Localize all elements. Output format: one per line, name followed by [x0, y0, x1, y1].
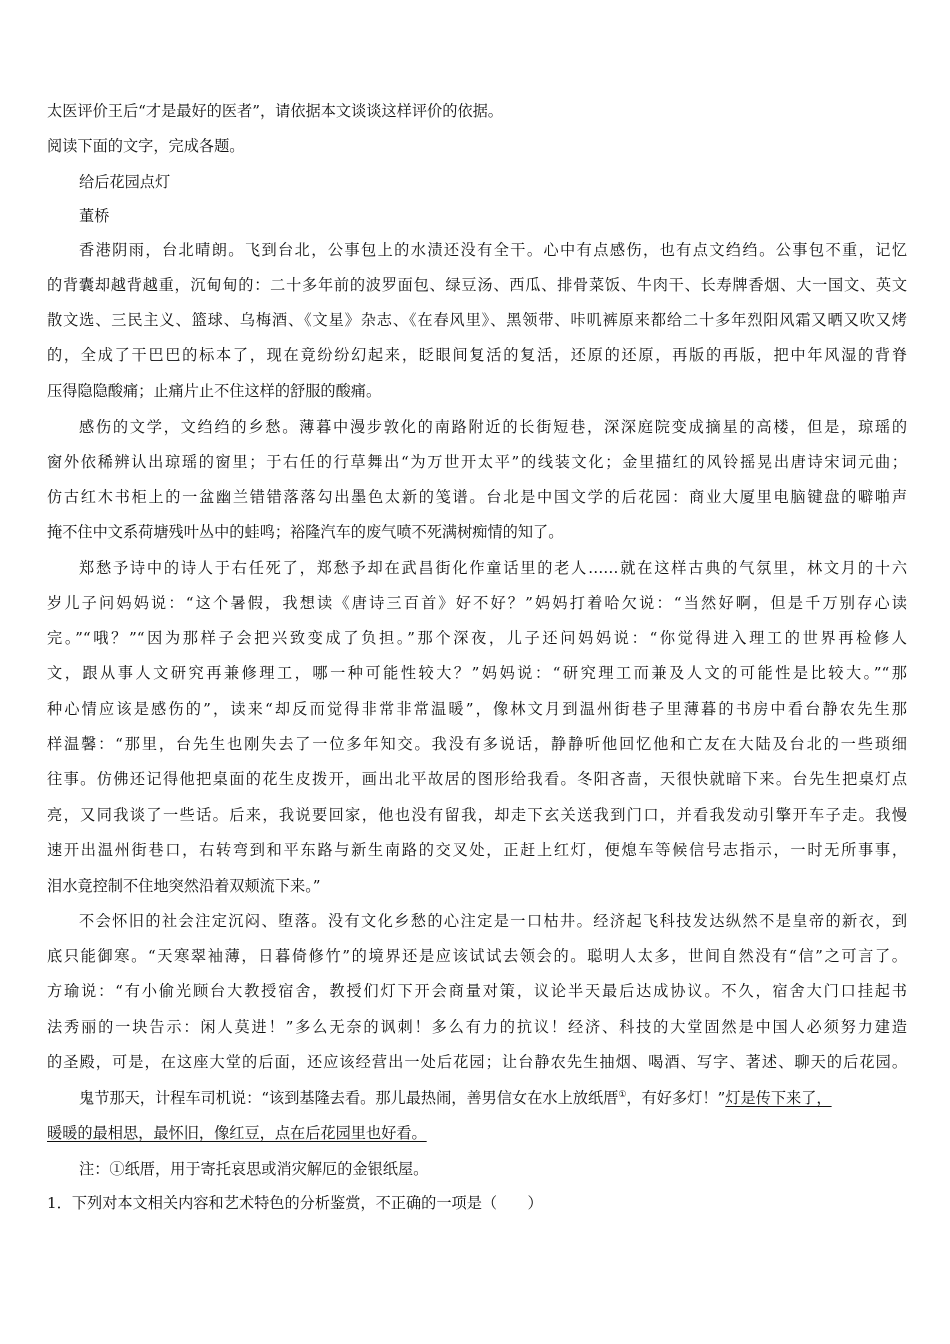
article-line: 往事。仿佛还记得他把桌面的花生皮拨开，画出北平故居的图形给我看。冬阳吝啬，天很快就暗下来。台先生把桌灯点 — [47, 770, 907, 788]
article-line: 文，跟从事人文研究再兼修理工，哪一种可能性较大？”妈妈说：“研究理工而兼及人文的可能性是比较大。”“那 — [47, 664, 907, 682]
article-line: 郑愁予诗中的诗人于右任死了，郑愁予却在武昌街化作童话里的老人……就在这样古典的气氛里，林文月的十六 — [79, 559, 907, 577]
article-line: 方瑜说：“有小偷光顾台大教授宿舍，教授们灯下开会商量对策，议论半天最后达成协议。不久，宿舍大门口挂起书 — [47, 982, 907, 1000]
reading-instruction: 阅读下面的文字，完成各题。 — [47, 137, 245, 155]
question-1: 1．下列对本文相关内容和艺术特色的分析鉴赏，不正确的一项是（ ） — [47, 1194, 543, 1212]
article-line: 仿古红木书柜上的一盆幽兰错错落落勾出墨色太新的笺谱。台北是中国文学的后花园：商业大厦里电脑键盘的噼啪声 — [47, 488, 907, 506]
last-para-text: 鬼节那天，计程车司机说：“该到基隆去看。那儿最热闹，善男信女在水上放纸厝 — [79, 1089, 619, 1107]
article-line: 法秀丽的一块告示：闲人莫进！”多么无奈的讽刺！多么有力的抗议！经济、科技的大堂固然是中国人必须努力建造 — [47, 1018, 907, 1036]
article-line: 压得隐隐酸痛；止痛片止不住这样的舒服的酸痛。 — [47, 382, 382, 400]
underlined-sentence-part2: 暖暖的最相思，最怀旧，像红豆，点在后花园里也好看。 — [47, 1124, 427, 1142]
article-line: 的背囊却越背越重，沉甸甸的：二十多年前的波罗面包、绿豆汤、西瓜、排骨菜饭、牛肉干、长寿牌香烟、大一国文、英文 — [47, 276, 907, 294]
article-line: 的圣殿，可是，在这座大堂的后面，还应该经营出一处后花园；让台静农先生抽烟、喝酒、写字、著述、聊天的后花园。 — [47, 1053, 907, 1071]
article-line: 底只能御寒。“天寒翠袖薄，日暮倚修竹”的境界还是应该试试去领会的。聪明人太多，世间自然没有“信”之可言了。 — [47, 947, 907, 965]
article-line: 种心情应该是感伤的”，读来“却反而觉得非常非常温暖”，像林文月到温州街巷子里薄暮的书房中看台静农先生那 — [47, 700, 907, 718]
article-line: 岁儿子问妈妈说：“这个暑假，我想读《唐诗三百首》好不好？”妈妈打着哈欠说：“当然好啊，但是千万别存心读 — [47, 594, 907, 612]
article-author: 董桥 — [79, 207, 110, 225]
article-line: 样温馨：“那里，台先生也刚失去了一位多年知交。我没有多说话，静静听他回忆他和亡友在大陆及台北的一些琐细 — [47, 735, 907, 753]
article-line: 窗外依稀辨认出琼瑶的窗里；于右任的行草舞出“为万世开太平”的线装文化；金里描红的风铃摇晃出唐诗宋词元曲； — [47, 453, 907, 471]
last-paragraph-line2 — [47, 1123, 907, 1143]
article-line: 速开出温州街巷口，右转弯到和平东路与新生南路的交叉处，正赶上红灯，便熄车等候信号志指示，一时无所事事， — [47, 841, 907, 859]
article-line: 完。”“哦？”“因为那样子会把兴致变成了负担。”那个深夜，儿子还问妈妈说：“你觉得进入理工的世界再检修人 — [47, 629, 907, 647]
last-paragraph-line1 — [79, 1088, 907, 1108]
article-line: 亮，又同我谈了一些话。后来，我说要回家，他也没有留我，却走下玄关送我到门口，并看我发动引擎开车子走。我慢 — [47, 806, 907, 824]
article-line: 香港阴雨，台北晴朗。飞到台北，公事包上的水渍还没有全干。心中有点感伤，也有点文绉绉。公事包不重，记忆 — [79, 241, 907, 259]
article-line: 的，全成了干巴巴的标本了，现在竟纷纷幻起来，眨眼间复活的复活，还原的还原，再版的再版，把中年风湿的背脊 — [47, 346, 907, 364]
article-line: 泪水竟控制不住地突然沿着双颊流下来。” — [47, 877, 321, 895]
article-line: 散文选、三民主义、篮球、乌梅酒、《文星》杂志、《在春风里》、黑领带、咔叽裤原来都给二十多年烈阳风霜又晒又吹又烤 — [47, 311, 907, 329]
article-line: 不会怀旧的社会注定沉闷、堕落。没有文化乡愁的心注定是一口枯井。经济起飞科技发达纵然不是皇帝的新衣，到 — [79, 912, 907, 930]
article-title: 给后花园点灯 — [79, 173, 171, 191]
footnote: 注：①纸厝，用于寄托哀思或消灾解厄的金银纸屋。 — [79, 1160, 429, 1178]
article-line: 掩不住中文系荷塘残叶丛中的蛙鸣；裕隆汽车的废气喷不死满树痴情的知了。 — [47, 523, 564, 541]
footnote-mark: ① — [618, 1089, 627, 1100]
question-tail: 太医评价王后“才是最好的医者”，请依据本文谈谈这样评价的依据。 — [47, 102, 503, 120]
article-line: 感伤的文学，文绉绉的乡愁。薄暮中漫步敦化的南路附近的长街短巷，深深庭院变成摘星的高楼，但是，琼瑶的 — [79, 418, 907, 436]
last-para-text-2: ，有好多灯！” — [626, 1089, 726, 1107]
underlined-sentence-part1: 灯是传下来了， — [725, 1089, 832, 1107]
